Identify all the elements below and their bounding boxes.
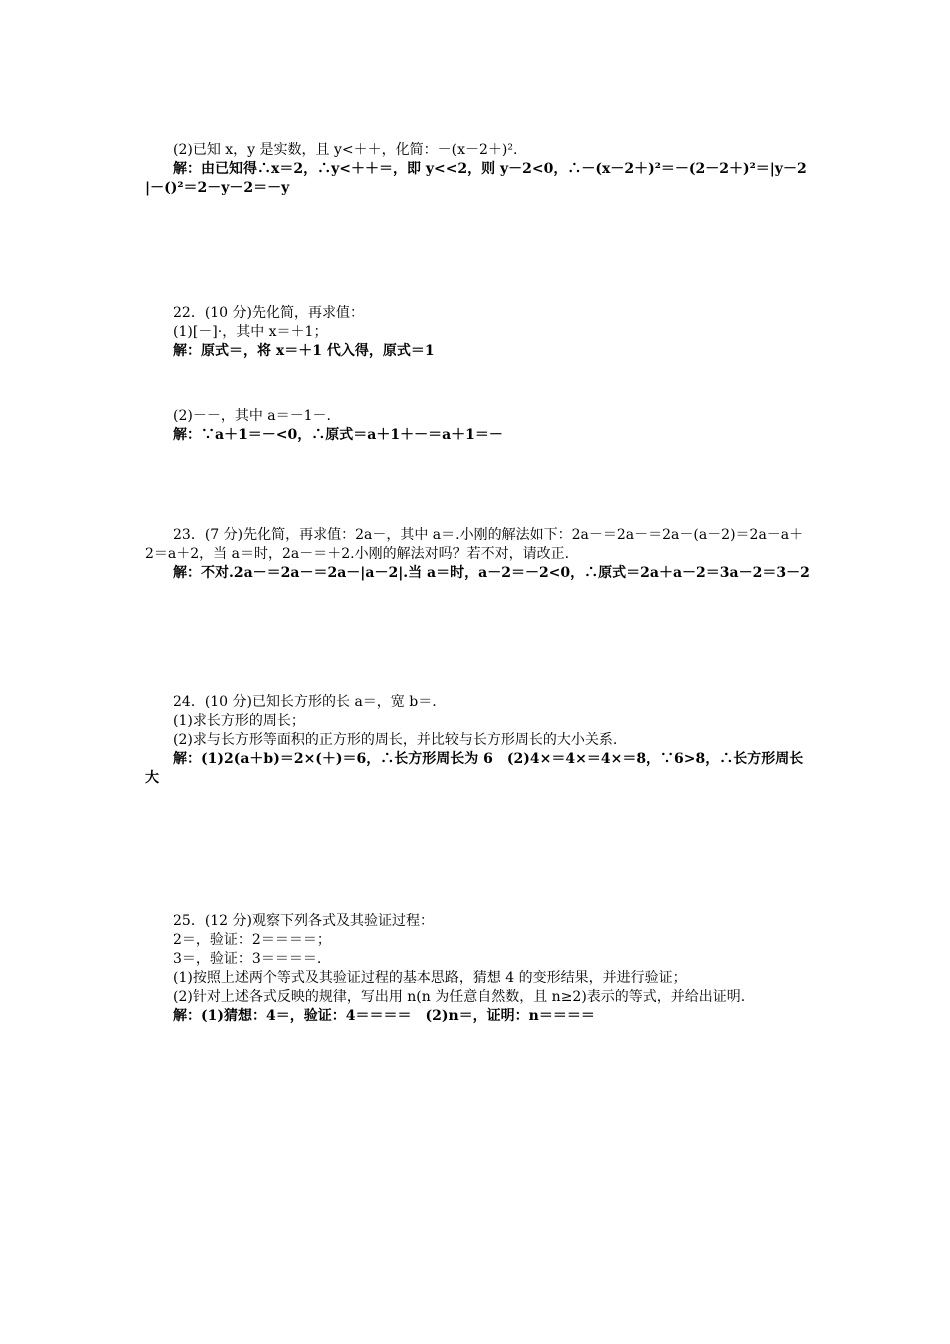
question-22-1: (1)[－]·，其中 x＝＋1； — [173, 324, 328, 340]
problem-23 — [145, 526, 810, 583]
problem-22-title: 22．(10 分)先化简，再求值： — [173, 305, 365, 321]
question-21-2: (2)已知 x，y 是实数，且 y<＋＋，化简：－(x－2＋)². — [173, 142, 518, 158]
problem-24-title: 24．(10 分)已知长方形的长 a＝，宽 b＝. — [173, 694, 437, 710]
solution-22-1: 解：原式＝，将 x＝＋1 代入得，原式＝1 — [173, 343, 435, 359]
question-23: 23．(7 分)先化简，再求值：2a－，其中 a＝.小刚的解法如下：2a－＝2a－＝2a－(a－2)＝2a－a＋2＝a＋2，当 a＝时，2a－＝＋2.小刚的解法对吗？若不对，请改正. — [145, 527, 804, 562]
question-22-2: (2)－－，其中 a＝－1－. — [173, 408, 331, 424]
problem-24 — [145, 693, 810, 788]
example-25-2: 3＝，验证：3＝＝＝＝. — [173, 951, 322, 967]
problem-25-title: 25．(12 分)观察下列各式及其验证过程： — [173, 913, 435, 929]
question-24-2: (2)求与长方形等面积的正方形的周长，并比较与长方形周长的大小关系. — [173, 732, 618, 748]
solution-25: 解：(1)猜想：4＝，验证：4＝＝＝＝ (2)n＝，证明：n＝＝＝＝ — [173, 1008, 595, 1024]
example-25-1: 2＝，验证：2＝＝＝＝； — [173, 932, 331, 948]
question-24-1: (1)求长方形的周长； — [173, 713, 305, 729]
problem-22 — [145, 304, 810, 361]
question-25-1: (1)按照上述两个等式及其验证过程的基本思路，猜想 4 的变形结果，并进行验证； — [173, 970, 687, 986]
solution-23: 解：不对.2a－＝2a－＝2a－|a－2|.当 a＝时，a－2＝－2<0，∴原式＝2a＋a－2＝3a－2＝3－2 — [173, 565, 810, 581]
solution-22-2: 解：∵a＋1＝－<0，∴原式＝a＋1＋－＝a＋1＝－ — [173, 427, 503, 443]
problem-25 — [145, 912, 810, 1026]
question-25-2: (2)针对上述各式反映的规律，写出用 n(n 为任意自然数，且 n≥2)表示的等式，并给出证明. — [173, 989, 746, 1005]
problem-22-part-2 — [145, 407, 810, 445]
solution-21-2: 解：由已知得∴x＝2，∴y<＋＋＝，即 y<<2，则 y－2<0，∴－(x－2＋)²＝－(2－2＋)²＝|y－2|－()²＝2－y－2＝－y — [145, 161, 807, 196]
solution-24: 解：(1)2(a＋b)＝2×(＋)＝6，∴长方形周长为 6 (2)4×＝4×＝4×＝8，∵6>8，∴长方形周长大 — [145, 751, 804, 786]
problem-21-part-2 — [145, 141, 810, 198]
